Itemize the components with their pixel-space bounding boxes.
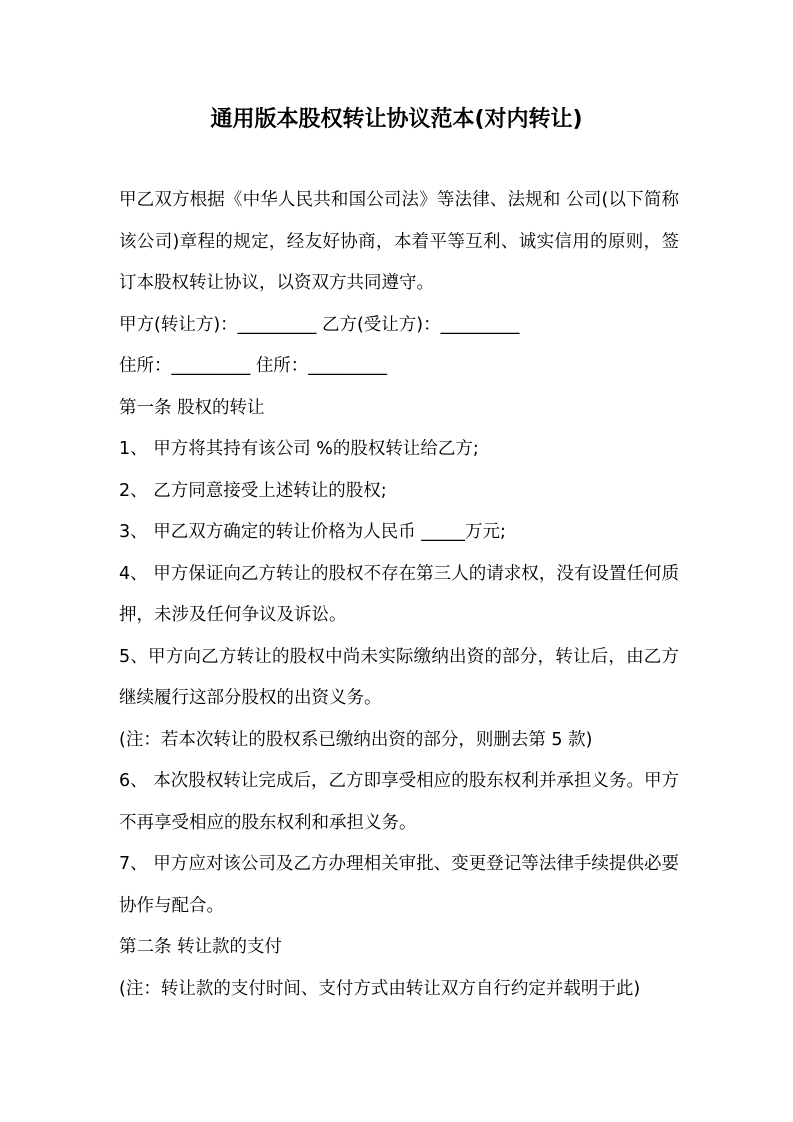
clause-5: 5、甲方向乙方转让的股权中尚未实际缴纳出资的部分，转让后，由乙方继续履行这部分股权的出资义务。 xyxy=(119,646,679,708)
document-title: 通用版本股权转让协议范本(对内转让) xyxy=(210,107,583,132)
clause-3: 3、 甲乙双方确定的转让价格为人民币 _____万元; xyxy=(119,522,506,542)
article-1-heading: 第一条 股权的转让 xyxy=(119,397,265,418)
clause-5-note: (注：若本次转让的股权系已缴纳出资的部分，则删去第 5 款) xyxy=(119,729,593,750)
article-2-heading: 第二条 转让款的支付 xyxy=(119,937,283,957)
clause-2: 2、 乙方同意接受上述转让的股权; xyxy=(119,480,387,501)
clause-6: 6、 本次股权转让完成后，乙方即享受相应的股东权利并承担义务。甲方不再享受相应的股东权利和承担义务。 xyxy=(119,771,679,833)
clause-1: 1、 甲方将其持有该公司 %的股权转让给乙方; xyxy=(119,439,479,459)
party-address-line: 住所：_________ 住所：_________ xyxy=(119,356,388,376)
preamble-paragraph: 甲乙双方根据《中华人民共和国公司法》等法律、法规和 公司(以下简称该公司)章程的规定，经友好协商，本着平等互利、诚实信用的原则，签订本股权转让协议，以资双方共同遵守。 xyxy=(119,190,679,293)
document-body xyxy=(119,180,679,1010)
article-2-note: (注：转让款的支付时间、支付方式由转让双方自行约定并载明于此) xyxy=(119,978,641,999)
clause-7: 7、 甲方应对该公司及乙方办理相关审批、变更登记等法律手续提供必要协作与配合。 xyxy=(119,854,679,916)
clause-4: 4、 甲方保证向乙方转让的股权不存在第三人的请求权，没有设置任何质押，未涉及任何争议及诉讼。 xyxy=(119,563,679,625)
party-names-line: 甲方(转让方)：_________ 乙方(受让方)：_________ xyxy=(119,314,520,335)
